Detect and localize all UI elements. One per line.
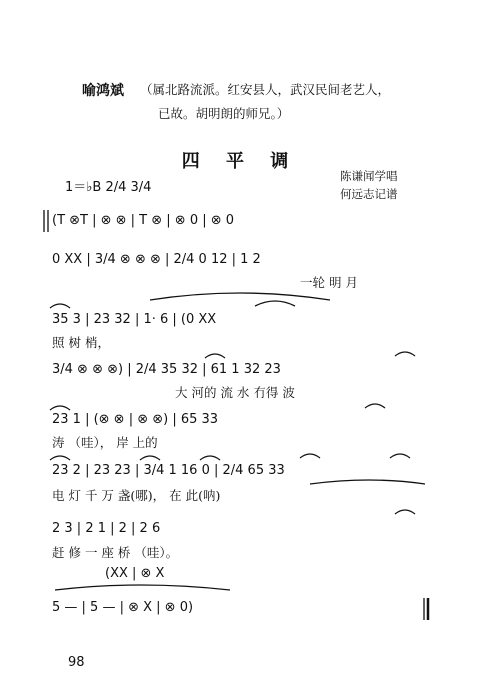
score-row-9-notes: 5 — | 5 — | ⊗ X | ⊗ 0) <box>52 600 194 615</box>
transcriber-credit: 何远志记谱 <box>340 187 398 201</box>
score-row-4-notes: 3/4 ⊗ ⊗ ⊗) | 2/4 35 32 | 61 1 32 23 <box>52 362 281 377</box>
score-row-1-notes: (T ⊗T | ⊗ ⊗ | T ⊗ | ⊗ 0 | ⊗ 0 <box>52 213 235 228</box>
score-row-5-notes: 23 1 | (⊗ ⊗ | ⊗ ⊗) | 65 33 <box>52 412 219 427</box>
performer-name: 喻鸿斌 <box>82 83 124 99</box>
score-row-7-notes: 2 3 | 2 1 | 2 | 2 6 <box>52 521 161 536</box>
score-row-3-notes: 35 3 | 23 32 | 1· 6 | (0 XX <box>52 312 217 327</box>
key-signature: 1＝♭B 2/4 3/4 <box>65 180 152 195</box>
score-row-2-lyrics: 一轮 明 月 <box>300 275 358 290</box>
score-row-8-notes: (XX | ⊗ X <box>105 566 165 581</box>
score-row-6-lyrics: 电 灯 千 万 盏(哪)， 在 此(呐) <box>52 488 221 503</box>
score-row-5-lyrics: 涛 （哇）， 岸 上的 <box>52 435 158 450</box>
score-row-3-lyrics: 照 树 梢， <box>52 335 110 350</box>
singer-credit: 陈谦闻学唱 <box>340 169 398 183</box>
score-row-7-lyrics: 赶 修 一 座 桥 （哇）。 <box>52 545 179 560</box>
score-row-4-lyrics: 大 河的 流 水 冇得 波 <box>175 385 295 400</box>
performer-bio-line2: 已故。胡明朗的师兄。） <box>158 106 290 121</box>
score-row-6-notes: 23 2 | 23 23 | 3/4 1 16 0 | 2/4 65 33 <box>52 463 285 478</box>
song-title: 四 平 调 <box>181 151 299 172</box>
page-number: 98 <box>68 655 85 670</box>
score-row-2-notes: 0 XX | 3/4 ⊗ ⊗ ⊗ | 2/4 0 12 | 1 2 <box>52 252 261 267</box>
performer-bio-line1: （属北路流派。红安县人，武汉民间老艺人， <box>140 82 391 97</box>
